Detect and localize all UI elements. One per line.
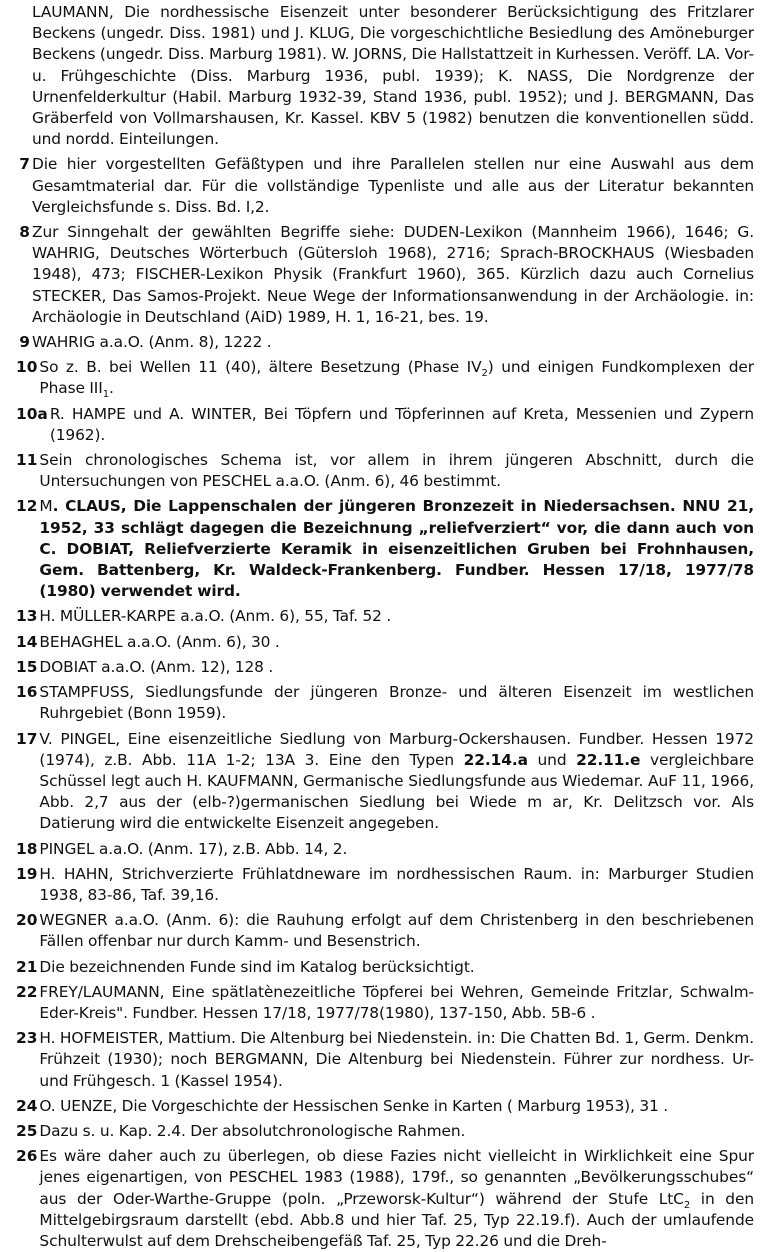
footnote-number: 26	[16, 1147, 38, 1166]
text-segment: in den Mittelgebirgsraum darstellt (ebd. Abb.8 und hier Taf. 25, Typ 22.19.f). Auch der umlaufende Schulterwulst auf dem Drehscheibengefäß Taf. 25, Typ 22.26 und die Dreh-	[39, 1189, 754, 1250]
footnote-number: 8	[19, 223, 30, 242]
text-segment: vergleichbare Schüssel legt auch H. KAUFMANN, Germanische Siedlungsfunde aus Wiedemar. AuF 11, 1966, Abb. 2,7 aus der (elb-?)germanischen Siedlung bei Wiede m ar, Kr. Delitzsch vor. Als Datierung wird die entwickelte Eisenzeit angegeben.	[39, 750, 755, 833]
footnote-12	[16, 496, 754, 602]
text-segment: ) und einigen Fundkomplexen der Phase III	[39, 358, 754, 398]
subscript: 2	[683, 1199, 691, 1211]
footnote-text: Die bezeichnenden Funde sind im Katalog berücksichtigt.	[39, 957, 475, 976]
text-segment: So z. B. bei Wellen 11 (40), ältere Besetzung (Phase IV	[39, 358, 482, 377]
footnote-number: 15	[16, 657, 38, 676]
footnote-9	[16, 332, 754, 353]
footnote-text: Dazu s. u. Kap. 2.4. Der absolutchronologische Rahmen.	[39, 1121, 466, 1140]
footnote-number: 24	[16, 1096, 38, 1115]
footnote-text: H. MÜLLER-KARPE a.a.O. (Anm. 6), 55, Taf. 52 .	[39, 607, 392, 626]
footnotes-page	[16, 2, 754, 1252]
footnote-number: 10	[16, 358, 38, 377]
footnote-18	[16, 839, 754, 860]
footnote-7	[16, 154, 754, 218]
text-segment: V. PINGEL, Eine eisenzeitliche Siedlung von Marburg-Ockershausen. Fundber. Hessen 1972 (1974), z.B. Abb. 11A 1-2; 13A 3. Eine den Typen	[39, 729, 754, 769]
footnote-number: 12	[16, 497, 38, 516]
footnote-25	[16, 1121, 754, 1142]
type-code: 22.11.e	[576, 750, 641, 769]
footnote-23	[16, 1028, 754, 1092]
footnote-number: 17	[16, 729, 38, 748]
footnote-number: 9	[19, 333, 30, 352]
footnote-number: 21	[16, 957, 38, 976]
footnote-number: 16	[16, 683, 38, 702]
footnote-17	[16, 729, 754, 835]
footnote-20	[16, 910, 754, 952]
footnote-text: O. UENZE, Die Vorgeschichte der Hessischen Senke in Karten ( Marburg 1953), 31 .	[39, 1096, 669, 1115]
footnote-number: 14	[16, 632, 38, 651]
subscript: 2	[481, 368, 488, 380]
footnote-24	[16, 1096, 754, 1117]
footnote-text: H. HAHN, Strichverzierte Frühlatdneware im nordhessischen Raum. in: Marburger Studien 1938, 83-86, Taf. 39,16.	[39, 864, 754, 904]
footnote-text: WEGNER a.a.O. (Anm. 6): die Rauhung erfolgt auf dem Christenberg in den beschriebenen Fällen offenbar nur durch Kamm- und Besenstrich.	[39, 911, 754, 951]
footnote-text: BEHAGHEL a.a.O. (Anm. 6), 30 .	[39, 632, 280, 651]
footnote-text: H. HOFMEISTER, Mattium. Die Altenburg bei Niedenstein. in: Die Chatten Bd. 1, Germ. Denkm. Frühzeit (1930); noch BERGMANN, Die Altenburg bei Niedenstein. Führer zur nordhess. Ur- und Frühgesch. 1 (Kassel 1954).	[39, 1029, 754, 1090]
footnote-10	[16, 357, 754, 399]
footnote-number: 10a	[16, 404, 48, 423]
footnote-number: 18	[16, 839, 38, 858]
text-segment: und	[527, 750, 577, 769]
footnote-text	[39, 357, 754, 399]
subscript: 1	[102, 389, 109, 401]
footnote-15	[16, 657, 754, 678]
footnote-14	[16, 632, 754, 653]
text-segment: .	[108, 379, 114, 398]
footnote-text	[39, 1146, 754, 1252]
footnote-text: STAMPFUSS, Siedlungsfunde der jüngeren Bronze- und älteren Eisenzeit im westlichen Ruhrgebiet (Bonn 1959).	[39, 683, 754, 723]
footnote-number: 23	[16, 1029, 38, 1048]
footnote-number: 19	[16, 864, 38, 883]
footnote-21	[16, 957, 754, 978]
footnote-text: PINGEL a.a.O. (Anm. 17), z.B. Abb. 14, 2.	[39, 839, 348, 858]
text-segment: M	[39, 497, 53, 516]
footnote-22	[16, 982, 754, 1024]
footnote-number: 20	[16, 911, 38, 930]
footnote-text	[39, 496, 754, 602]
text-segment: Es wäre daher auch zu überlegen, ob diese Fazies nicht vielleicht in Wirklichkeit eine Spur jenes eigenartigen, von PESCHEL 1983 (1988), 179f., so genannten „Bevölkerungsschubes“ aus der Oder-Warthe-Gruppe (poln. „Przeworsk-Kultur“) während der Stufe LtC	[39, 1147, 754, 1208]
footnote-text	[39, 729, 754, 835]
footnote-text: WAHRIG a.a.O. (Anm. 8), 1222 .	[32, 333, 272, 352]
footnote-number: 11	[16, 451, 38, 470]
footnote-number: 13	[16, 607, 38, 626]
footnote-10a	[16, 404, 754, 446]
footnote-text: R. HAMPE und A. WINTER, Bei Töpfern und Töpferinnen auf Kreta, Messenien und Zypern (1962).	[49, 404, 754, 444]
footnote-8	[16, 222, 754, 328]
footnote-text: Zur Sinngehalt der gewählten Begriffe siehe: DUDEN-Lexikon (Mannheim 1966), 1646; G. WAHRIG, Deutsches Wörterbuch (Gütersloh 1968), 2716; Sprach-BROCKHAUS (Wiesbaden 1948), 473; FISCHER-Lexikon Physik (Frankfurt 1960), 365. Kürzlich dazu auch Cornelius STECKER, Das Samos-Projekt. Neue Wege der Informationsanwendung in der Archäologie. in: Archäologie in Deutschland (AiD) 1989, H. 1, 16-21, bes. 19.	[32, 223, 754, 326]
bold-segment: . CLAUS, Die Lappenschalen der jüngeren Bronzezeit in Niedersachsen. NNU 21, 1952, 33 schlägt dagegen die Bezeichnung „reliefverziert“ vor, die dann auch von C. DOBIAT, Reliefverzierte Keramik in eisenzeitlichen Gruben bei Frohnhausen, Gem. Battenberg, Kr. Waldeck-Frankenberg. Fundber. Hessen 17/18, 1977/78 (1980) verwendet wird.	[39, 497, 754, 601]
footnote-13	[16, 606, 754, 627]
footnote-number: 7	[19, 155, 30, 174]
footnote-11	[16, 450, 754, 492]
footnote-text: DOBIAT a.a.O. (Anm. 12), 128 .	[39, 657, 274, 676]
footnote-continuation: LAUMANN, Die nordhessische Eisenzeit unter besonderer Berücksichtigung des Fritzlarer Beckens (ungedr. Diss. 1981) und J. KLUG, Die vorgeschichtliche Besiedlung des Amöneburger Beckens (ungedr. Diss. Marburg 1981). W. JORNS, Die Hallstattzeit in Kurhessen. Veröff. LA. Vor- u. Frühgeschichte (Diss. Marburg 1936, publ. 1939); K. NASS, Die Nordgrenze der Urnenfelderkultur (Habil. Marburg 1932-39, Stand 1936, publ. 1952); und J. BERGMANN, Das Gräberfeld von Vollmarshausen, Kr. Kassel. KBV 5 (1982) benutzen die konventionellen südd. und nordd. Einteilungen.	[32, 3, 754, 149]
footnote-number: 25	[16, 1121, 38, 1140]
footnote-number: 22	[16, 982, 38, 1001]
footnote-text: Sein chronologisches Schema ist, vor allem in ihrem jüngeren Abschnitt, durch die Untersuchungen von PESCHEL a.a.O. (Anm. 6), 46 bestimmt.	[39, 451, 754, 491]
footnote-16	[16, 682, 754, 724]
footnote-text: Die hier vorgestellten Gefäßtypen und ihre Parallelen stellen nur eine Auswahl aus dem Gesamtmaterial dar. Für die vollständige Typenliste und alle aus der Literatur bekannten Vergleichsfunde s. Diss. Bd. I,2.	[32, 155, 754, 216]
type-code: 22.14.a	[463, 750, 528, 769]
footnote-19	[16, 864, 754, 906]
footnote-26	[16, 1146, 754, 1252]
footnote-text: FREY/LAUMANN, Eine spätlatènezeitliche Töpferei bei Wehren, Gemeinde Fritzlar, Schwalm-Eder-Kreis". Fundber. Hessen 17/18, 1977/78(1980), 137-150, Abb. 5B-6 .	[39, 982, 754, 1022]
